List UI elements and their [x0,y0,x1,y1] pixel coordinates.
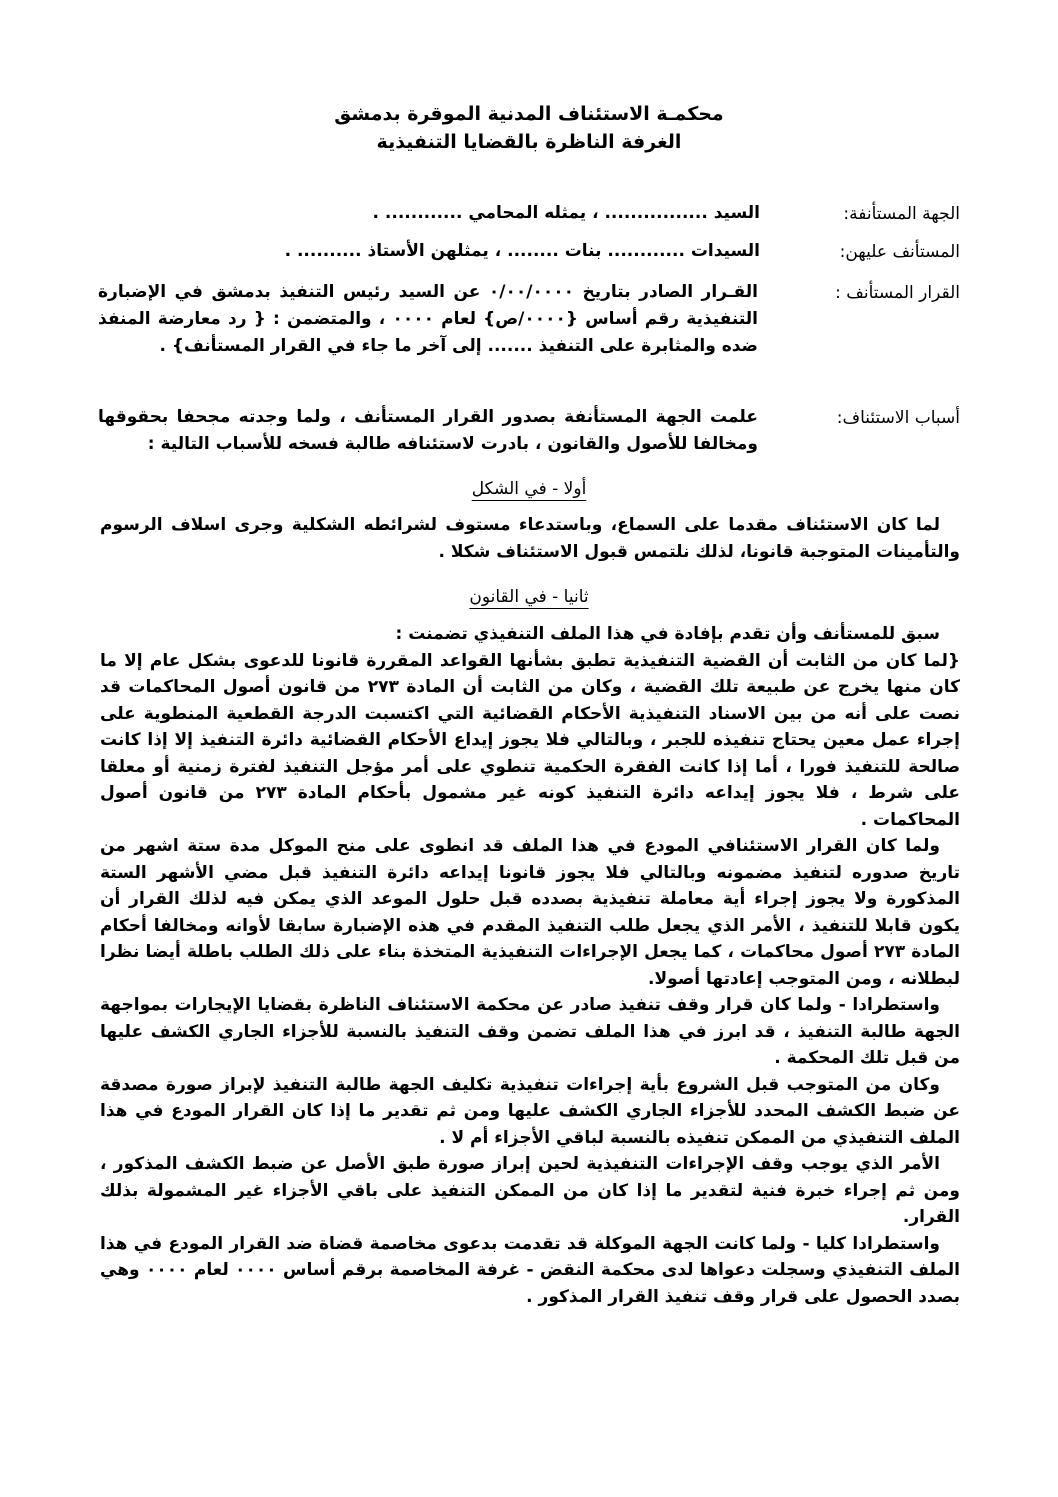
paragraph: سبق للمستأنف وأن تقدم بإفادة في هذا الملف التنفيذي تضمنت : [395,624,940,644]
paragraph: واستطرادا كليا - ولما كانت الجهة الموكلة قد تقدمت بدعوى مخاصمة قضاة ضد القرار المودع في هذا الملف التنفيذي وسجلت دعواها لدى محكمة النقض - غرفة المخاصمة برقم أساس ٠٠٠٠ لعام ٠٠٠٠ وهي بصدد الحصول على قرار وقف تنفيذ القرار المذكور . [100,1233,960,1307]
appealed-decision-value: القـرار الصادر بتاريخ ٠/٠٠/٠٠٠٠ عن السيد رئيس التنفيذ بدمشق في الإضبارة التنفيذية رقم أساس {٠٠٠٠/ص} لعام ٠٠٠٠ ، والمتضمن : { رد معارضة المنفذ ضده والمثابرة على التنفيذ ....... إلى آخر ما جاء في القرار المستأنف} . [98,282,759,356]
appealed-decision-label: القرار المستأنف : [835,283,960,303]
appellees-value: السيدات ............ بنات ........ ، يمثلهن الأستاذ .......... . [284,241,760,261]
appellant-value: السيد ................ ، يمثله المحامي ............ . [372,203,760,223]
appellant-label: الجهة المستأنفة: [843,204,960,224]
paragraph: وكان من المتوجب قبل الشروع بأية إجراءات تنفيذية تكليف الجهة طالبة التنفيذ لإبراز صورة مصدقة عن ضبط الكشف المحدد للأجزاء الجاري الكشف عليها ومن ثم تقدير ما إذا كان القرار المودع في هذا الملف التنفيذي من الممكن تنفيذه بالنسبة لباقي الأجزاء أم لا . [100,1074,960,1148]
paragraph: ولما كان القرار الاستئنافي المودع في هذا الملف قد انطوى على منح الموكل مدة ستة اشهر من تاريخ صدوره لتنفيذ مضمونه وبالتالي فلا يجوز قانونا إيداعه دائرة التنفيذ قبل مضي الأشهر الستة المذكورة ولا يجوز إجراء أية معاملة تنفيذية بصدده قبل حلول الموعد الذي يمكن فيه لذلك القرار أن يكون قابلا للتنفيذ ، الأمر الذي يجعل طلب التنفيذ المقدم في هذه الإضبارة سابقا لأوانه ومخالفا أحكام المادة ٢٧٣ أصول محاكمات ، كما يجعل الإجراءات التنفيذية المتخذة بناء على ذلك الطلب باطلة أيضا نظرا لبطلانه ، ومن المتوجب إعادتها أصولا. [100,836,961,989]
section-law-text [100,621,960,1310]
appeal-reasons-label: أسباب الاستئناف: [836,408,960,428]
appeal-reasons-value: علمت الجهة المستأنفة بصدور القرار المستأنف ، ولما وجدته مجحفا بحقوقها ومخالفا للأصول والقانون ، بادرت لاستئنافه طالبة فسخه للأسباب التالية : [98,407,758,454]
appellees-label: المستأنف عليهن: [839,242,960,262]
section-form-text: لما كان الاستئناف مقدما على السماع، وباستدعاء مستوف لشرائطه الشكلية وجرى اسلاف الرسوم والتأمينات المتوجبة قانونا، لذلك نلتمس قبول الاستئناف شكلا . [100,515,960,562]
section-form-title: أولا - في الشكل [471,479,587,499]
paragraph: واستطرادا - ولما كان قرار وقف تنفيذ صادر عن محكمة الاستئناف الناظرة بقضايا الإيجارات بمواجهة الجهة طالبة التنفيذ ، قد ابرز في هذا الملف تضمن وقف التنفيذ بالنسبة للأجزاء الجاري الكشف عليها من قبل تلك المحكمة . [100,995,960,1068]
paragraph: الأمر الذي يوجب وقف الإجراءات التنفيذية لحين إبراز صورة طبق الأصل عن ضبط الكشف المذكور ، ومن ثم إجراء خبرة فنية لتقدير ما إذا كان من الممكن التنفيذ على باقي الأجزاء غير المشمولة بذلك القرار. [100,1154,960,1227]
court-name: محكمـة الاستئناف المدنية الموقرة بدمشق [334,103,724,125]
chamber-name: الغرفة الناظرة بالقضايا التنفيذية [376,131,682,153]
paragraph: {لما كان من الثابت أن القضية التنفيذية تطبق بشأنها القواعد المقررة قانونا للدعوى بشكل عام إلا ما كان منها يخرج عن طبيعة تلك القضية ، وكان من الثابت أن المادة ٢٧٣ من قانون أصول المحاكمات قد نصت على أنه من بين الاسناد التنفيذية الأحكام القضائية التي اكتسبت الدرجة القطعية المنطوية على إجراء عمل معين يحتاج تنفيذه للجبر ، وبالتالي فلا يجوز إيداع الأحكام القضائية دائرة التنفيذ إلا إذا كانت صالحة للتنفيذ فورا ، أما إذا كانت الفقرة الحكمية تنطوي على أمر مؤجل التنفيذ لفترة زمنية أو معلقا على شرط ، فلا يجوز إيداعه دائرة التنفيذ كونه غير مشمول بأحكام المادة ٢٧٣ من قانون أصول المحاكمات . [100,650,960,830]
section-law-title: ثانيا - في القانون [469,587,589,607]
